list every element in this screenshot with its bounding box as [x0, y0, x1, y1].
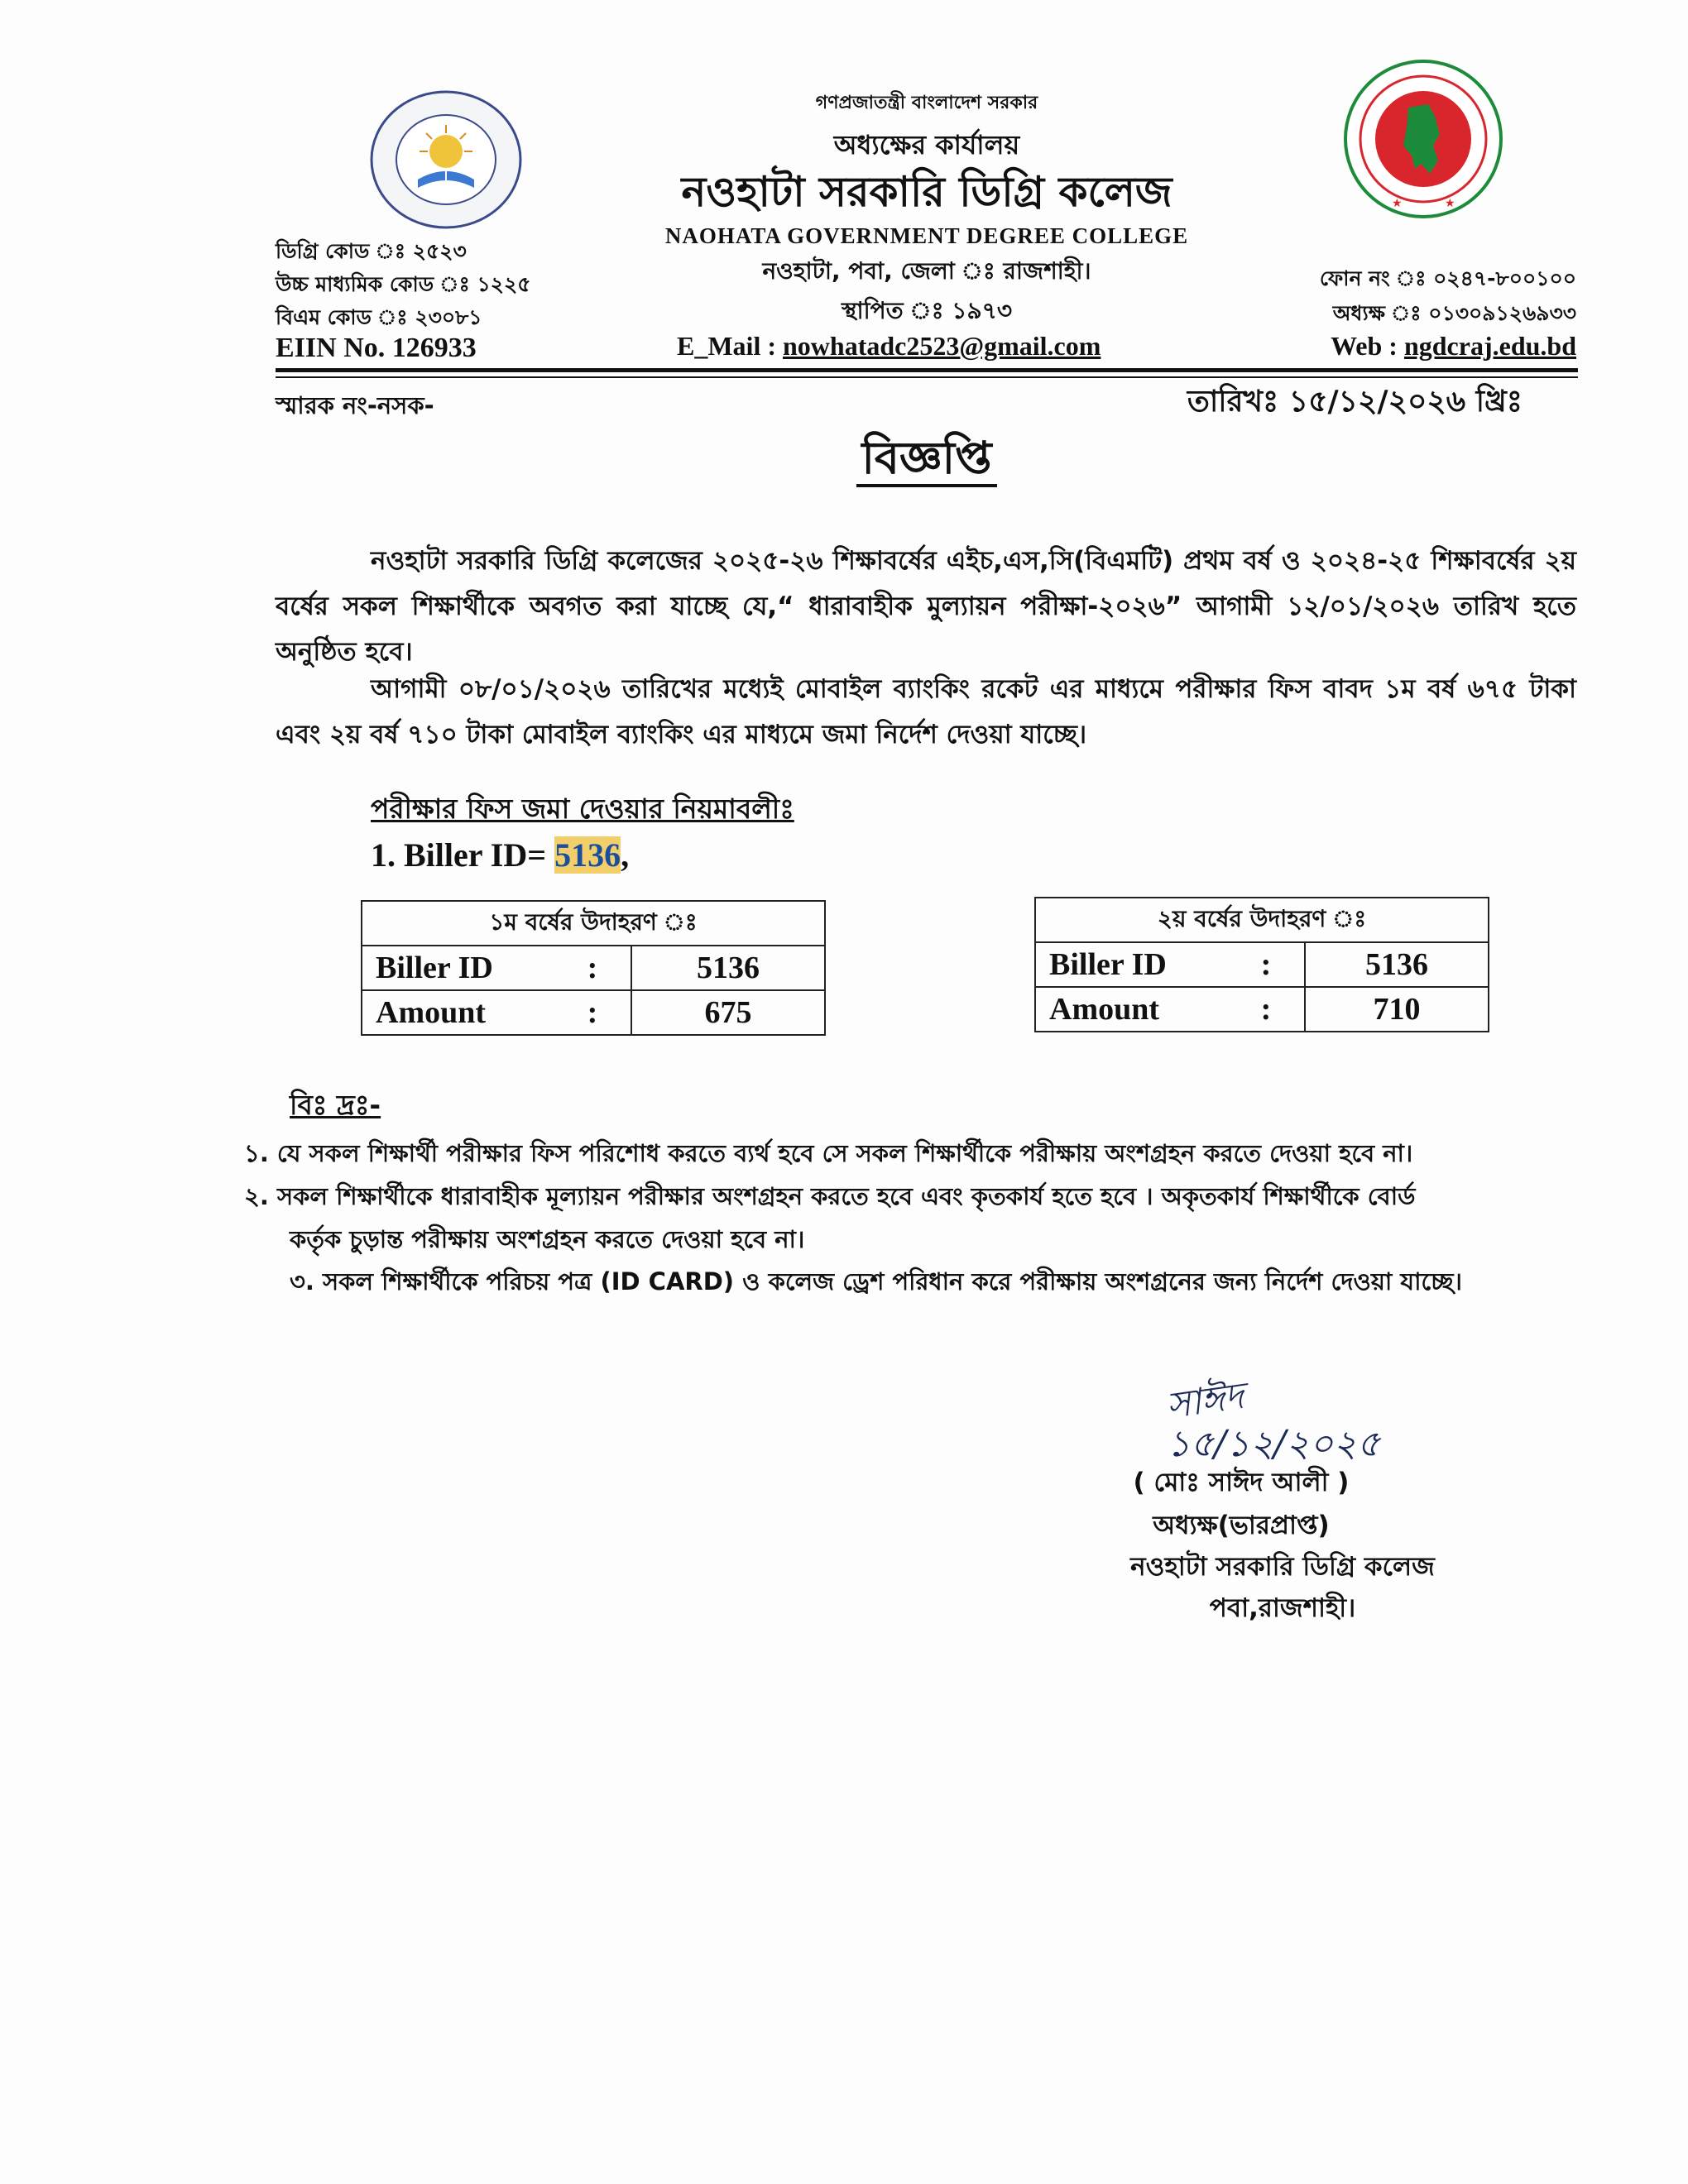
web-label: Web :	[1331, 331, 1398, 361]
notice-title-wrap	[770, 424, 1084, 498]
degree-code: ডিগ্রি কোড ঃ ২৫২৩	[276, 239, 467, 263]
phone-number: ফোন নং ঃ ০২৪৭-৮০০১০০	[1319, 266, 1576, 290]
table-row	[1035, 987, 1489, 1032]
table1-sep: :	[554, 990, 631, 1035]
signatory-location: পবা,রাজশাহী।	[1209, 1593, 1356, 1623]
college-name-bn: নওহাটা সরকারি ডিগ্রি কলেজ	[681, 168, 1172, 216]
table1-value: 5136	[631, 946, 825, 990]
signatory-designation: অধ্যক্ষ(ভারপ্রাপ্ত)	[1153, 1511, 1330, 1540]
government-seal-logo	[1342, 58, 1504, 220]
bm-code: বিএম কোড ঃ ২৩০৮১	[276, 305, 482, 329]
table2-sep: :	[1228, 987, 1305, 1032]
established-year: স্থাপিত ঃ ১৯৭৩	[841, 297, 1013, 324]
table2-label: Biller ID	[1035, 942, 1228, 987]
web-link[interactable]: ngdcraj.edu.bd	[1403, 331, 1576, 361]
notice-paragraph-2: আগামী ০৮/০১/২০২৬ তারিখের মধ্যেই মোবাইল ব্যাংকিং রকেট এর মাধ্যমে পরীক্ষার ফিস বাবদ ১ম বর্ষ ৬৭৫ টাকা এবং ২য় বর্ষ ৭১০ টাকা মোবাইল ব্যাংকিং এর মাধ্যমে জমা নির্দেশ দেওয়া যাচ্ছে।	[276, 674, 1576, 750]
table1-sep: :	[554, 946, 631, 990]
note-2: ২. সকল শিক্ষার্থীকে ধারাবাহীক মূল্যায়ন পরীক্ষার অংশগ্রহন করতে হবে এবং কৃতকার্য হতে হবে । অকৃতকার্য শিক্ষার্থীকে বোর্ড	[244, 1182, 1416, 1210]
principal-phone: অধ্যক্ষ ঃ ০১৩০৯১২৬৯৩৩	[1332, 301, 1576, 325]
table1-label: Amount	[362, 990, 554, 1035]
email-line	[645, 331, 1241, 362]
table2-value: 710	[1305, 987, 1489, 1032]
contact-block	[1200, 261, 1576, 331]
college-name-en: NAOHATA GOVERNMENT DEGREE COLLEGE	[664, 223, 1189, 248]
web-line	[1200, 331, 1576, 362]
table1-label: Biller ID	[362, 946, 554, 990]
first-year-example-table	[361, 900, 826, 1036]
svg-text:★: ★	[1392, 197, 1403, 210]
table1-heading: ১ম বর্ষের উদাহরণ ঃ	[362, 901, 825, 946]
handwritten-signature: সাঈদ	[1163, 1374, 1247, 1428]
note-2-continued: কর্তৃক চুড়ান্ত পরীক্ষায় অংশগ্রহন করতে দেওয়া হবে না।	[290, 1225, 805, 1253]
notice-title: বিজ্ঞপ্তি	[856, 432, 996, 487]
email-link[interactable]: nowhatadc2523@gmail.com	[782, 331, 1101, 361]
second-year-example-table	[1034, 897, 1489, 1032]
table-row	[1035, 942, 1489, 987]
table1-value: 675	[631, 990, 825, 1035]
table-row	[362, 990, 825, 1035]
rules-heading: পরীক্ষার ফিস জমা দেওয়ার নিয়মাবলীঃ	[371, 793, 794, 825]
table2-label: Amount	[1035, 987, 1228, 1032]
memo-number: স্মারক নং-নসক-	[276, 391, 434, 419]
handwritten-date: ১৫/১২/২০২৫	[1167, 1423, 1381, 1465]
biller-id-value: 5136	[554, 836, 621, 874]
header-rule-thick	[276, 368, 1578, 372]
eiin-number: EIIN No. 126933	[276, 333, 477, 363]
signatory-name: ( মোঃ সাঈদ আলী )	[1133, 1468, 1350, 1497]
header-rule-thin	[276, 376, 1578, 378]
table2-sep: :	[1228, 942, 1305, 987]
table2-value: 5136	[1305, 942, 1489, 987]
biller-label: 1. Biller ID=	[371, 836, 547, 874]
svg-text:★: ★	[1445, 197, 1455, 210]
notice-paragraph-1: নওহাটা সরকারি ডিগ্রি কলেজের ২০২৫-২৬ শিক্ষাবর্ষের এইচ,এস,সি(বিএমটি) প্রথম বর্ষ ও ২০২৪-২৫ শিক্ষাবর্ষের ২য় বর্ষের সকল শিক্ষার্থীকে অবগত করা যাচ্ছে যে,“ ধারাবাহীক মুল্যায়ন পরীক্ষা-২০২৬” আগামী ১২/০১/২০২৬ তারিখ হতে অনুষ্ঠিত হবে।	[276, 546, 1576, 667]
note-1: ১. যে সকল শিক্ষার্থী পরীক্ষার ফিস পরিশোধ করতে ব্যর্থ হবে সে সকল শিক্ষার্থীকে পরীক্ষায় অংশগ্রহন করতে দেওয়া হবে না।	[244, 1139, 1413, 1167]
office-line: অধ্যক্ষের কার্যালয়	[833, 129, 1020, 160]
email-label: E_Mail :	[677, 331, 776, 361]
letterhead	[703, 89, 1150, 169]
college-address: নওহাটা, পবা, জেলা ঃ রাজশাহী।	[762, 257, 1091, 285]
note-heading: বিঃ দ্রঃ-	[290, 1089, 381, 1121]
biller-suffix: ,	[621, 836, 630, 874]
signatory-college: নওহাটা সরকারি ডিগ্রি কলেজ	[1130, 1552, 1435, 1582]
college-codes	[276, 235, 530, 334]
biller-line	[371, 836, 629, 874]
govt-line: গণপ্রজাতন্ত্রী বাংলাদেশ সরকার	[815, 93, 1038, 113]
note-3: ৩. সকল শিক্ষার্থীকে পরিচয় পত্র (ID CARD) ও কলেজ ড্রেশ পরিধান করে পরীক্ষায় অংশগ্রনের জন্য নির্দেশ দেওয়া যাচ্ছে।	[290, 1267, 1462, 1296]
college-seal-logo	[367, 87, 525, 232]
table-row	[362, 946, 825, 990]
table2-heading: ২য় বর্ষের উদাহরণ ঃ	[1035, 898, 1489, 942]
hsc-code: উচ্চ মাধ্যমিক কোড ঃ ১২২৫	[276, 272, 531, 296]
notice-date: তারিখঃ ১৫/১২/২০২৬ খ্রিঃ	[1187, 385, 1523, 419]
